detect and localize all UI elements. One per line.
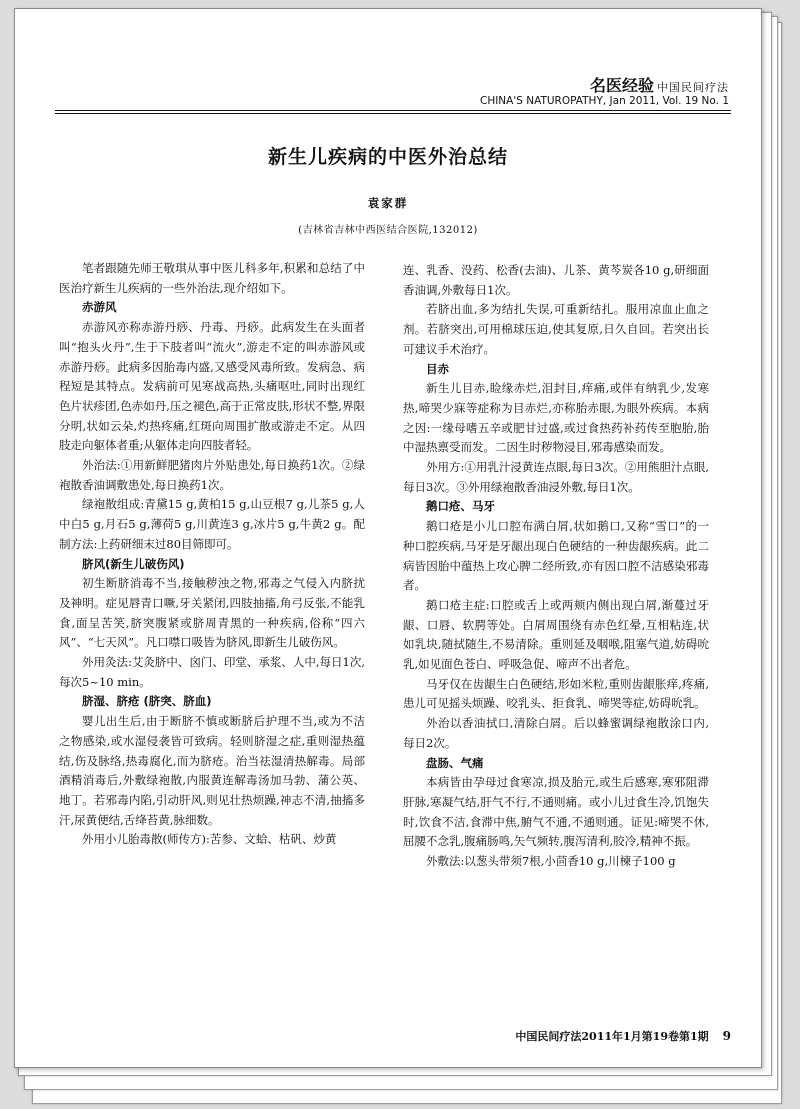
page-number: 9 [722,1029,731,1043]
paragraph: 外用小儿胎毒散(师传方):苦参、文蛤、枯矾、炒黄 [82,832,337,847]
header-rule [55,110,731,111]
paragraph: 马牙仅在齿龈生白色硬结,形如米粒,重则齿龈胀痒,疼痛,患儿可见摇头烦躁、咬乳头、拒食乳、啼哭等症,妨碍吮乳。 [403,676,709,711]
header-rule [55,113,731,114]
journal-page [14,8,762,1068]
journal-issue-line: CHINA'S NATUROPATHY, Jan 2011, Vol. 19 No. 1 [479,95,729,107]
paragraph: 婴儿出生后,由于断脐不慎或断脐后护理不当,或为不洁之物感染,或水湿侵袭皆可致病。轻则脐湿之症,重则湿热蕴结,伤及脉络,热毒腐化,而为脐疮。治当祛湿清热解毒。局部酒精消毒后,外敷绿袍散,内服黄连解毒汤加马勃、蒲公英、地丁。若邪毒内陷,引动肝风,则见壮热烦躁,神志不清,抽搐多汗,尿黄便结,舌绛苔黄,脉细数。 [59,714,365,827]
article-title: 新生儿疾病的中医外治总结 [267,146,508,168]
author-affiliation: (吉林省吉林中西医结合医院,132012) [298,225,478,236]
paragraph: 赤游风亦称赤游丹痧、丹毒、丹痧。此病发生在头面者叫“抱头火丹”,生于下肢者叫“流火”,游走不定的叫赤游风或赤游丹痧。此病多因胎毒内盛,又感受风毒所致。发病急、病程短是其特点。发病前可见寒战高热,头痛呕吐,同时出现红色片状疹团,色赤如丹,压之褪色,高于正常皮肤,形状不整,界限分明,状如云朵,灼热疼痛,红斑向周围扩散或游走不定。从四肢走向躯体者重;从躯体走向四肢者轻。 [59,320,365,453]
section-heading: 赤游风 [82,300,117,315]
paragraph: 外敷法:以葱头带须7根,小茴香10 g,川楝子100 g [426,854,676,869]
paragraph: 若脐出血,多为结扎失误,可重新结扎。服用凉血止血之剂。若脐突出,可用棉球压迫,使其复原,日久自回。若突出长可建议手术治疗。 [403,302,709,356]
section-heading: 脐湿、脐疮 (脐突、脐血) [82,694,212,709]
paragraph: 绿袍散组成:青黛15 g,黄柏15 g,山豆根7 g,儿茶5 g,人中白5 g,月石5 g,薄荷5 g,川黄连3 g,冰片5 g,牛黄2 g。配制方法:上药研细末过80目筛即可。 [59,497,365,551]
right-column [403,261,709,872]
section-heading: 目赤 [426,361,449,376]
paragraph-continued: 连、乳香、没药、松香(去油)、儿茶、黄芩炭各10 g,研细面香油调,外敷每日1次。 [403,263,709,297]
section-heading: 鹅口疮、马牙 [426,499,495,514]
footer-journal-issue: 中国民间疗法2011年1月第19卷第1期 [515,1030,709,1043]
section-label: 名医经验 [589,76,654,95]
section-heading: 脐风(新生儿破伤风) [82,556,185,571]
journal-name: 中国民间疗法 [657,81,729,94]
paragraph: 外治以香油拭口,清除白屑。后以蜂蜜调绿袍散涂口内,每日2次。 [403,716,709,750]
paragraph: 初生断脐消毒不当,接触秽浊之物,邪毒之气侵入内脐扰及神明。症见唇青口噘,牙关紧闭,四肢抽搐,角弓反张,不能乳食,面呈苦笑,脐突腹紧或脐周青黑的一种疾病,俗称“四六风”、“七天风”。凡口噤口吸皆为脐风,即新生儿破伤风。 [59,576,365,650]
paragraph: 新生儿目赤,睑缘赤烂,泪封目,痒痛,或伴有纳乳少,发寒热,啼哭少寐等症称为目赤烂,亦称胎赤眼,为眼外疾病。本病之因:一缘母嗜五辛或肥甘过盛,或过食热药补药传至胞胎,胎中湿热禀受而发。二因生时秽物浸目,邪毒感染而发。 [403,381,709,455]
paragraph: 本病皆由孕母过食寒凉,损及胎元,或生后感寒,寒邪阻滞肝脉,寒凝气结,肝气不行,不通则痛。或小儿过食生冷,饥饱失时,饮食不洁,食滞中焦,腑气不通,不通则通。证见:啼哭不休,屈腰不念乳,腹痛肠鸣,矢气频转,腹泻清利,胶冷,精神不振。 [403,775,709,849]
section-heading: 盘肠、气痛 [426,755,484,770]
paragraph: 外用方:①用乳汁浸黄连点眼,每日3次。②用熊胆汁点眼,每日3次。③外用绿袍散香油浸外敷,每日1次。 [403,460,709,494]
paragraph: 鹅口疮主症:口腔或舌上或两颊内侧出现白屑,渐蔓过牙龈、口唇、软腭等处。白屑周围绕有赤色红晕,互相粘连,状如乳块,随拭随生,不易清除。重则延及咽喉,阻塞气道,妨碍吮乳,如见面色苍白、呼吸急促、啼声不出者危。 [403,597,709,672]
article-author: 袁家群 [367,196,409,210]
left-column [59,259,365,850]
paragraph: 鹅口疮是小儿口腔布满白屑,状如鹅口,又称“雪口”的一种口腔疾病,马牙是牙龈出现白色硬结的一种齿龈疾病。此二病皆因胎中蕴热上攻心脾二经所致,亦有因口腔不洁感染邪毒者。 [403,519,709,593]
paragraph: 外用灸法:艾灸脐中、囟门、印堂、承浆、人中,每日1次,每次5~10 min。 [59,655,365,689]
page-footer [515,1028,731,1044]
paragraph: 外治法:①用新鲜肥猪肉片外贴患处,每日换药1次。②绿袍散香油调敷患处,每日换药1次。 [59,458,365,492]
paragraph: 笔者跟随先师王敬琪从事中医儿科多年,积累和总结了中医治疗新生儿疾病的一些外治法,现介绍如下。 [59,261,365,295]
journal-brand [590,73,729,96]
